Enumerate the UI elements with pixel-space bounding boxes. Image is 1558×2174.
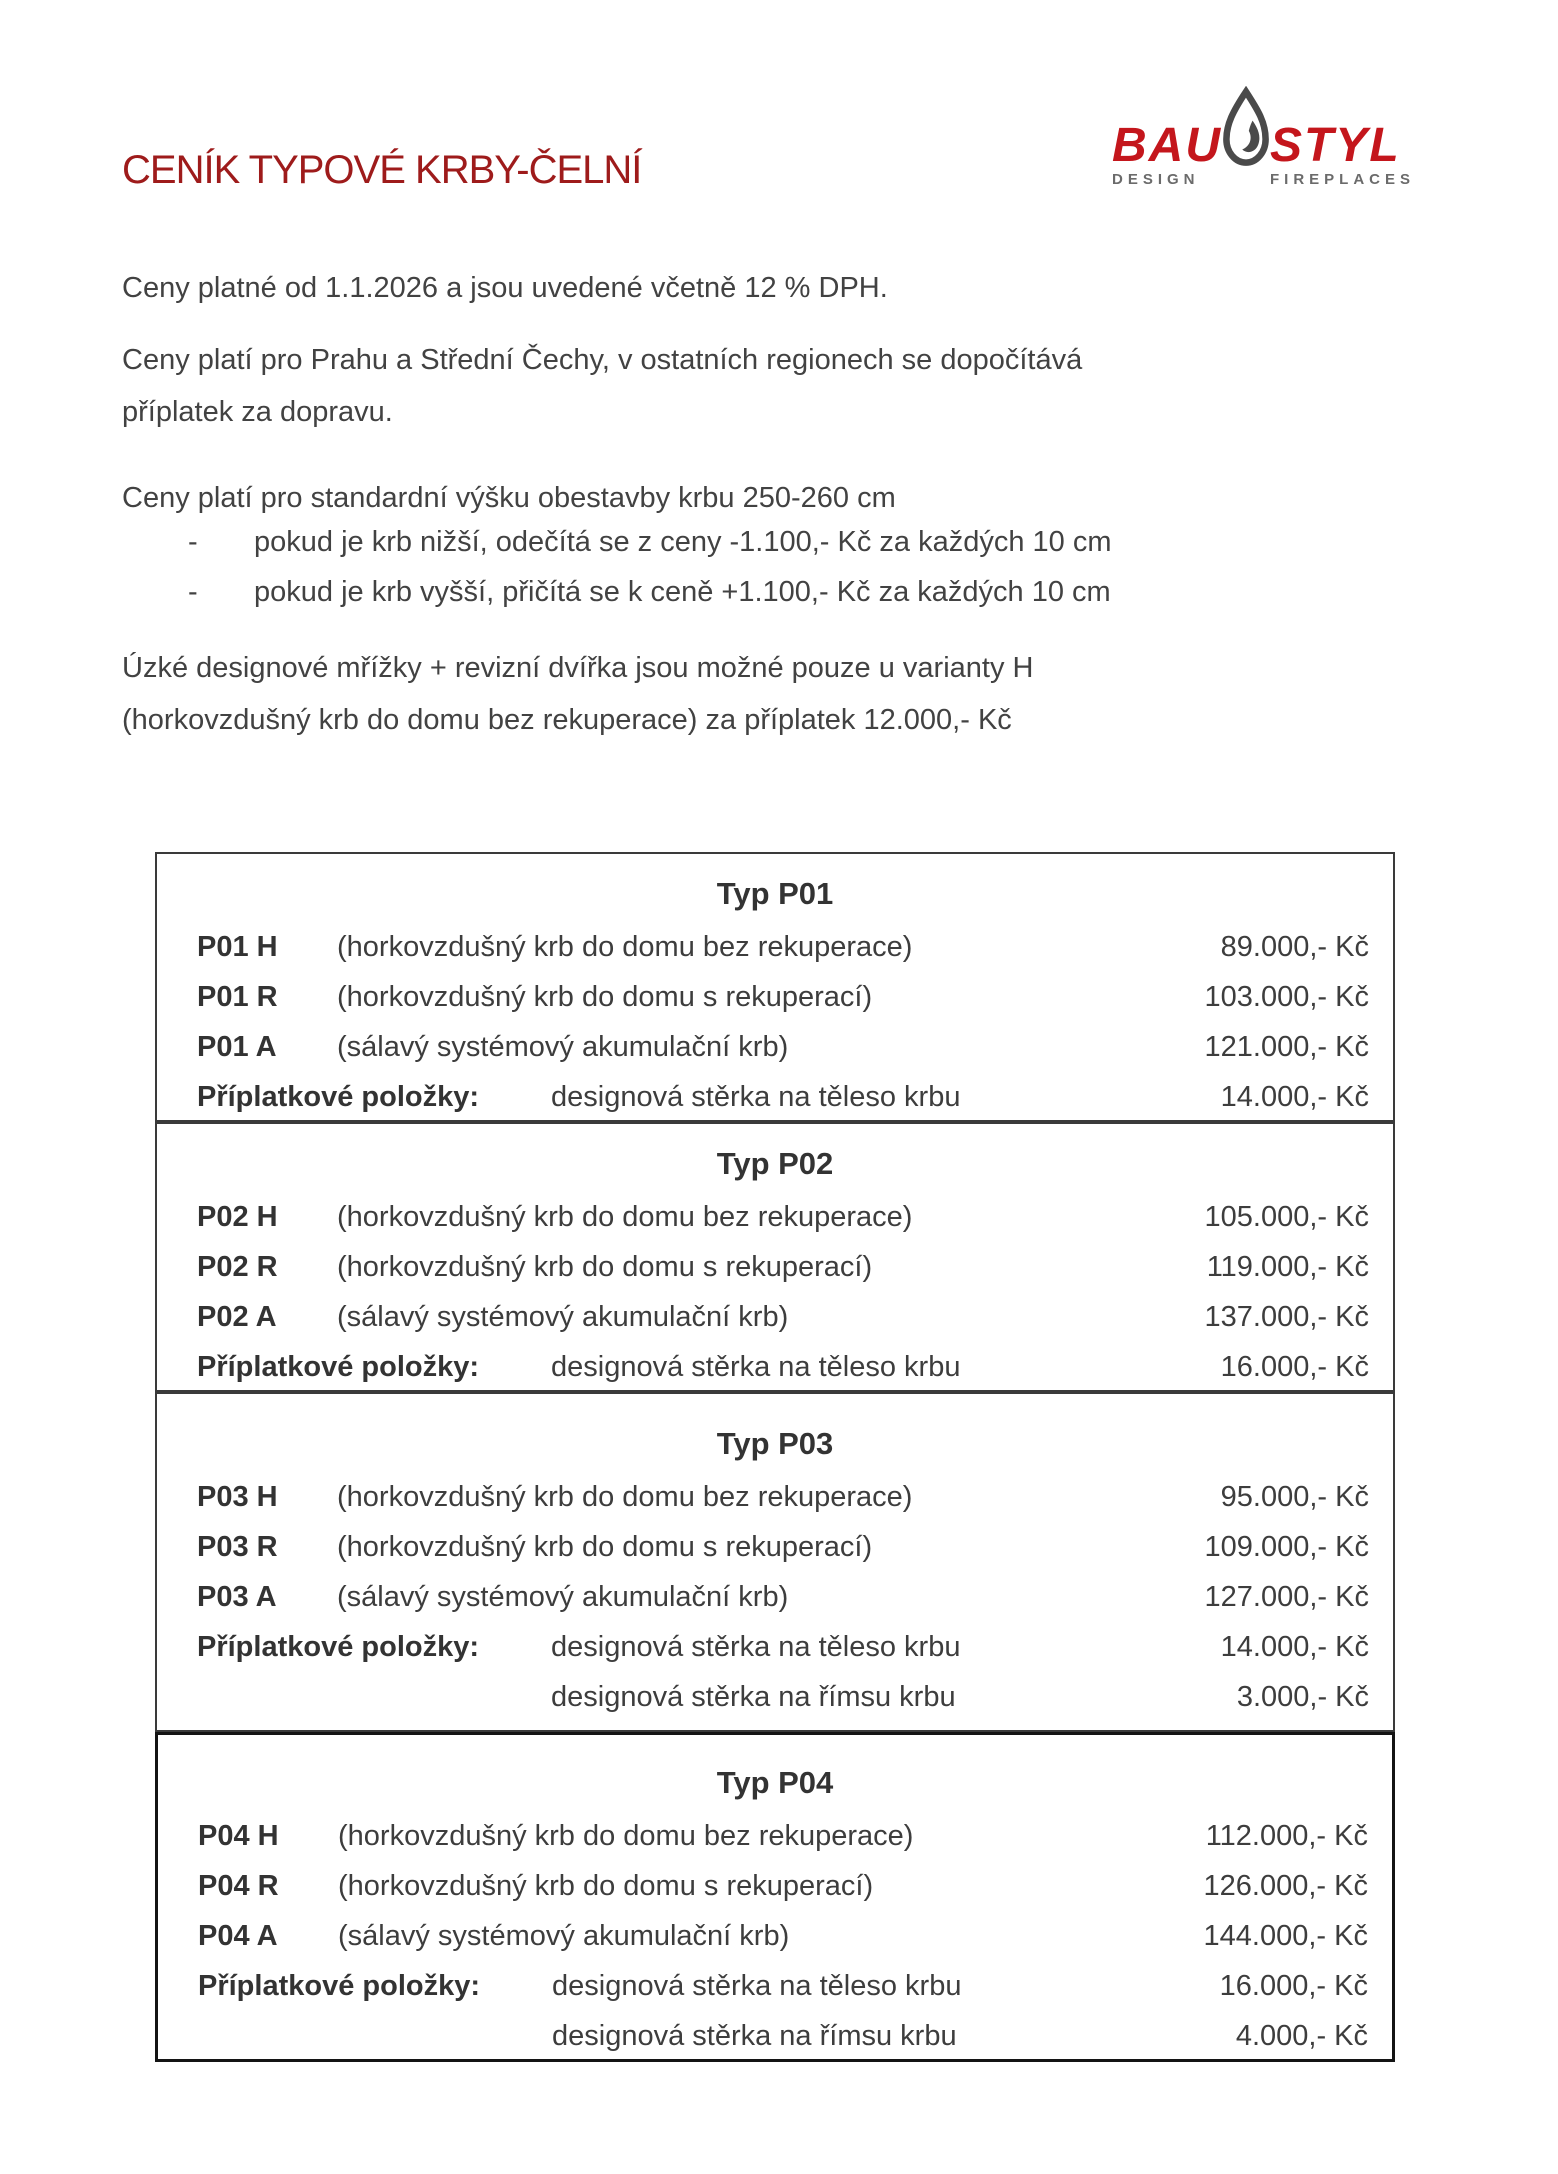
price-section-p04 xyxy=(155,1732,1395,2062)
model-description: (sálavý systémový akumulační krb) xyxy=(337,1300,789,1333)
model-code: P02 A xyxy=(197,1300,277,1333)
model-code: P03 R xyxy=(197,1530,278,1563)
model-price: 121.000,- Kč xyxy=(1204,1030,1369,1063)
table-row xyxy=(157,1292,1393,1342)
model-description: (horkovzdušný krb do domu bez rekuperace) xyxy=(338,1819,914,1852)
price-section-p02 xyxy=(155,1122,1395,1392)
price-section-p03 xyxy=(155,1392,1395,1732)
model-description: (sálavý systémový akumulační krb) xyxy=(337,1030,789,1063)
baustyl-logo xyxy=(1112,98,1415,188)
model-code: P02 R xyxy=(197,1250,278,1283)
surcharge-description: designová stěrka na těleso krbu xyxy=(551,1350,961,1383)
model-description: (sálavý systémový akumulační krb) xyxy=(337,1580,789,1613)
model-description: (sálavý systémový akumulační krb) xyxy=(338,1919,790,1952)
model-description: (horkovzdušný krb do domu s rekuperací) xyxy=(338,1869,874,1902)
surcharge-price: 4.000,- Kč xyxy=(1235,2019,1368,2052)
model-price: 112.000,- Kč xyxy=(1205,1819,1368,1852)
model-code: P01 H xyxy=(197,930,278,963)
model-description: (horkovzdušný krb do domu bez rekuperace) xyxy=(337,1200,913,1233)
surcharge-price: 14.000,- Kč xyxy=(1220,1080,1369,1113)
paragraph-region-line-2: příplatek za dopravu. xyxy=(122,396,393,428)
bullet-lower-text: pokud je krb nižší, odečítá se z ceny -1.100,- Kč za každých 10 cm xyxy=(254,526,1112,558)
model-code: P04 R xyxy=(198,1869,279,1902)
surcharge-price: 14.000,- Kč xyxy=(1220,1630,1369,1663)
table-row xyxy=(157,1192,1393,1242)
model-price: 127.000,- Kč xyxy=(1204,1580,1369,1613)
model-code: P03 A xyxy=(197,1580,277,1613)
logo-word-fireplaces: FIREPLACES xyxy=(1270,171,1416,188)
model-price: 119.000,- Kč xyxy=(1206,1250,1369,1283)
section-title-p03: Typ P03 xyxy=(716,1426,834,1461)
model-code: P02 H xyxy=(197,1200,278,1233)
table-row xyxy=(158,1861,1392,1911)
surcharge-price: 16.000,- Kč xyxy=(1220,1350,1369,1383)
logo-word-styl: STYL xyxy=(1270,119,1401,172)
surcharge-row xyxy=(157,1342,1393,1392)
paragraph-grilles-line-1: Úzké designové mřížky + revizní dvířka jsou možné pouze u varianty H xyxy=(122,652,1034,684)
table-row xyxy=(157,972,1393,1022)
model-code: P01 A xyxy=(197,1030,277,1063)
surcharge-description: designová stěrka na římsu krbu xyxy=(551,1680,956,1713)
table-row xyxy=(157,922,1393,972)
surcharge-description: designová stěrka na těleso krbu xyxy=(552,1969,962,2002)
surcharge-price: 16.000,- Kč xyxy=(1219,1969,1368,2002)
table-row xyxy=(157,1472,1393,1522)
model-code: P01 R xyxy=(197,980,278,1013)
surcharge-row xyxy=(157,1072,1393,1122)
model-price: 126.000,- Kč xyxy=(1203,1869,1368,1902)
surcharge-row xyxy=(158,2011,1392,2061)
model-code: P04 A xyxy=(198,1919,278,1952)
paragraph-standard-height: Ceny platí pro standardní výšku obestavby krbu 250-260 cm xyxy=(122,482,896,514)
logo-left-column xyxy=(1112,119,1222,188)
page-title: CENÍK TYPOVÉ KRBY-ČELNÍ xyxy=(122,148,642,192)
paragraph-price-validity: Ceny platné od 1.1.2026 a jsou uvedené včetně 12 % DPH. xyxy=(122,272,888,304)
table-row xyxy=(158,1811,1392,1861)
bullet-lower-fireplace xyxy=(188,526,1112,559)
table-row xyxy=(157,1242,1393,1292)
model-price: 89.000,- Kč xyxy=(1220,930,1369,963)
model-price: 95.000,- Kč xyxy=(1220,1480,1369,1513)
section-title-p02: Typ P02 xyxy=(716,1146,834,1181)
logo-word-bau: BAU xyxy=(1112,119,1222,172)
model-description: (horkovzdušný krb do domu bez rekuperace) xyxy=(337,1480,913,1513)
table-row xyxy=(157,1022,1393,1072)
model-code: P04 H xyxy=(198,1819,279,1852)
model-description: (horkovzdušný krb do domu bez rekuperace) xyxy=(337,930,913,963)
surcharge-label: Příplatkové položky: xyxy=(198,1969,481,2002)
price-table xyxy=(155,852,1395,2062)
surcharge-row xyxy=(158,1961,1392,2011)
table-row xyxy=(157,1522,1393,1572)
model-price: 137.000,- Kč xyxy=(1204,1300,1369,1333)
model-price: 103.000,- Kč xyxy=(1204,980,1369,1013)
logo-right-column xyxy=(1270,119,1416,188)
model-price: 105.000,- Kč xyxy=(1204,1200,1369,1233)
surcharge-row xyxy=(157,1672,1393,1722)
section-title-p04: Typ P04 xyxy=(716,1765,834,1800)
surcharge-price: 3.000,- Kč xyxy=(1236,1680,1369,1713)
paragraph-grilles-note xyxy=(122,642,1033,746)
logo-word-design: DESIGN xyxy=(1112,171,1200,188)
bullet-higher-text: pokud je krb vyšší, přičítá se k ceně +1.100,- Kč za každých 10 cm xyxy=(254,576,1111,608)
table-row xyxy=(157,1572,1393,1622)
model-description: (horkovzdušný krb do domu s rekuperací) xyxy=(337,1530,873,1563)
bullet-higher-fireplace xyxy=(188,576,1111,609)
flame-icon xyxy=(1218,86,1274,172)
bullet-dash: - xyxy=(188,526,198,558)
model-price: 144.000,- Kč xyxy=(1203,1919,1368,1952)
model-description: (horkovzdušný krb do domu s rekuperací) xyxy=(337,980,873,1013)
surcharge-label: Příplatkové položky: xyxy=(197,1080,480,1113)
price-section-p01 xyxy=(155,852,1395,1122)
surcharge-description: designová stěrka na těleso krbu xyxy=(551,1630,961,1663)
surcharge-description: designová stěrka na těleso krbu xyxy=(551,1080,961,1113)
model-code: P03 H xyxy=(197,1480,278,1513)
surcharge-label: Příplatkové položky: xyxy=(197,1630,480,1663)
bullet-dash: - xyxy=(188,576,198,608)
section-title-p01: Typ P01 xyxy=(716,876,834,911)
paragraph-region xyxy=(122,334,1082,438)
surcharge-description: designová stěrka na římsu krbu xyxy=(552,2019,957,2052)
table-row xyxy=(158,1911,1392,1961)
paragraph-grilles-line-2: (horkovzdušný krb do domu bez rekuperace) za příplatek 12.000,- Kč xyxy=(122,704,1012,736)
model-description: (horkovzdušný krb do domu s rekuperací) xyxy=(337,1250,873,1283)
model-price: 109.000,- Kč xyxy=(1204,1530,1369,1563)
paragraph-region-line-1: Ceny platí pro Prahu a Střední Čechy, v ostatních regionech se dopočítává xyxy=(122,344,1083,376)
surcharge-row xyxy=(157,1622,1393,1672)
surcharge-label: Příplatkové položky: xyxy=(197,1350,480,1383)
